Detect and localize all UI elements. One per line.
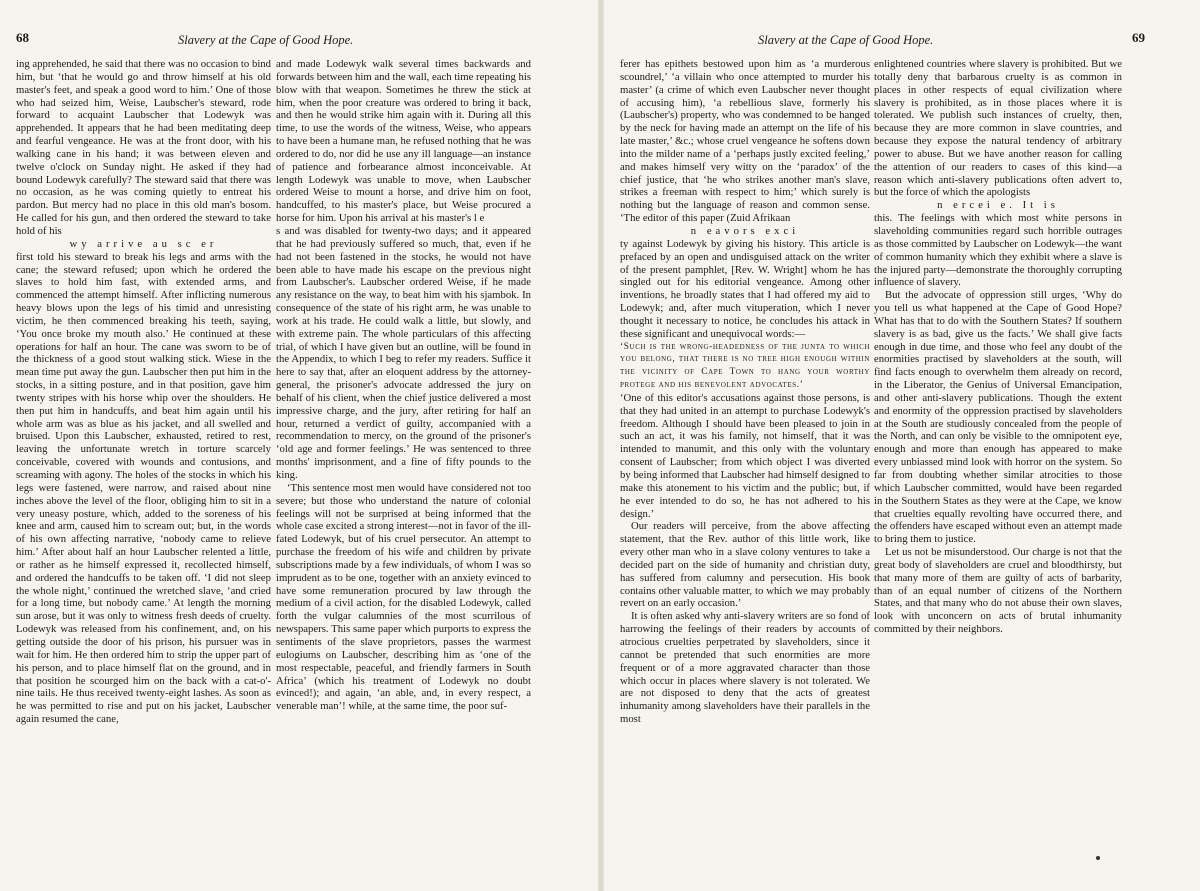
text-column-2 xyxy=(874,58,1122,636)
ink-speck xyxy=(1096,856,1100,860)
quoted-passage: ‘Such is the wrong-headedness of the junta to which you belong, that there is no tree high enough within the vicinity of Cape Town to hang your worthy protege and his benevolent advocates.’ xyxy=(620,341,870,391)
page-number: 68 xyxy=(16,30,29,45)
paragraph: first told his steward to break his legs and arms with the cane; the steward refused; upon which he ordered the slaves to hold him fast, with extended arms, and commenced the attempt himself. After inflicting numerous heavy blows upon the legs of his timid and unresisting victim, he then commenced breaking his teeth, saying, ‘You once broke my mouth also.’ He continued at these operations for half an hour. The cane was sworn to be of the thickness of a good stout walking stick. Wiese in the mean time put away the gun. Laubscher then put him in the stocks, in a sitting posture, and in that position, gave him twenty stripes with his horse whip over the shoulders. He then put him in handcuffs, and beat him again until his whole arm was as blue as his jacket, and all swelled and bruised. Upon this Laubscher, exhausted, retired to rest, leaving the unfortunate wretch in torture scarcely conceivable, covered with wounds and contusions, and screaming with agony. The holes of the stocks in which his legs were fastened, were narrow, and raised about nine inches above the level of the floor, obliging him to sit in a very uneasy posture, which, added to the soreness of his knee and arm, caused him to scream out; but, in the words of his own affecting narrative, ‘nobody came to relieve him.’ After about half an hour Laubscher relented a little, or rather as he himself expressed it, recollected himself, and ordered the handcuffs to be taken off. ‘I did not sleep the whole night,’ continued the wretched slave, ‘and cried for a long time, but nobody came.’ At length the morning sun arose, but it was only to witness fresh deeds of cruelty. Lodewyk was released from his confinement, and, on his getting outside the door of his prison, his pursuer was in wait for him. He then ordered him to strip the upper part of his person, and to place himself flat on the ground, and in that position he scourged him on the back with a cat-o'-nine tails. He thus received twenty-eight lashes. As soon as he was permitted to rise and put on his jacket, Laubscher again resumed the cane, xyxy=(16,250,271,726)
paragraph: enlightened countries where slavery is prohibited. But we totally deny that barbarous cruelty is as common in places in other respects of equal civilization where slavery is prohibited, as in those places where it is tolerated. We publish such instances of cruelty, then, because they are more common in slave countries, and because they expose the natural tendency of arbitrary power to abuse. But we have another reason for calling the attention of our readers to cases of this kind—a reason which anti-slavery publications often advert to, but the force of which the apologists xyxy=(874,58,1122,199)
paragraph: ‘This sentence most men would have considered not too severe; but those who understand the nature of colonial feelings will not be surprised at being informed that the whole case excited a strong interest—not in favor of the ill-fated Lodewyk, but of his cruel persecutor. An attempt to purchase the freedom of his wife and children by private subscriptions made by a few individuals, of whom I was so imprudent as to be one, together with an anxiety evinced to have some remuneration procured by law through the medium of a civil action, for the disabled Lodewyk, called forth the vulgar calumnies of the most scurrilous of newspapers. This same paper which purports to express the sentiments of the slave proprietors, passes the warmest eulogiums on Laubscher, describing him as ‘one of the most respectable, peaceful, and friendly farmers in South Africa’ (which his treatment of Lodewyk no doubt evinced!); and again, ‘an able, and, in every respect, a venerable man’! while, at the same time, the poor suf- xyxy=(276,481,531,713)
paragraph: and made Lodewyk walk several times backwards and forwards between him and the wall, each time repeating his blow with that weapon. Sometimes he threw the stick at him, when the poor creature was ordered to bring it back, and then he would strike him again with it. During all this time, to use the words of the witness, Weise, who appears to have been a humane man, he refused nothing that he was ordered to do, nor did he use any ill language—an instance of patience and forbearance almost inconceivable. At length Lodewyk was unable to move, when Laubscher ordered Weise to mount a horse, and drive him on foot, handcuffed, to his master's place, but Weise procured a horse for him. Upon his arrival at his master's l e xyxy=(276,58,531,225)
text-column-2 xyxy=(276,58,531,713)
paragraph: But the advocate of oppression still urges, ‘Why do you tell us what happened at the Cape of Good Hope? What has that to do with the Southern States? If southern slavery is as bad, give us the facts.’ We shall give facts enough in due time, and those who feel any doubt of the enormities practised by slaveholders at the south, will find facts enough to overwhelm them already on record, in the Liberator, the Genius of Universal Emancipation, and other anti-slavery publications. Though the extent and enormity of the oppression practised by slaveholders at the South are studiously concealed from the people of the North, and can only be visible to the omnipotent eye, enough and more than enough has appeared to make every unbiassed mind look with horror on the system. So far from doubting whether similar atrocities to those which Laubscher committed, would have been regarded in the Southern States as they were at the Cape, we know that cruelties equally revolting have occurred there, and the offenders have escaped without even an attempt made to bring them to justice. xyxy=(874,289,1122,546)
illegible-line: n eavors exci xyxy=(690,224,800,237)
paragraph: ing apprehended, he said that there was no occasion to bind him, but ‘that he would go and throw himself at his old master's feet, and speak a good word to him.’ One of those who had seized him, Weise, Laubscher's steward, rode forward to acquaint Laubscher that Lodewyk was apprehended. It appears that he had been meditating deep and fearful vengeance. He was at the front door, with his walking cane in his hand; it was between eleven and twelve o'clock on Sunday night. He asked if they had bound Lodewyk carefully? The steward said that there was no occasion, as he was coming quietly to entreat his pardon. But mercy had no place in this old man's bosom. He called for his gun, and then ordered the steward to take hold of his xyxy=(16,58,271,237)
text-column-1 xyxy=(620,58,870,726)
page-number: 69 xyxy=(1132,30,1145,45)
paragraph: this. The feelings with which most white persons in slaveholding communities regard such horrible outrages as those committed by Laubscher on Lodewyk—the want of common humanity which they exhibit where a slave is the injured party—demonstrate the thoroughly corrupting influence of slavery. xyxy=(874,212,1122,289)
paragraph: It is often asked why anti-slavery writers are so fond of harrowing the feelings of their readers by accounts of atrocious cruelties perpetrated by slaveholders, since it cannot be pretended that such enormities are more frequent or of a more aggravated character than those which occur in places where slavery is not tolerated. We are not disposed to deny that the acts of greatest inhumanity among slaveholders have their parallels in the most xyxy=(620,610,870,726)
illegible-line: wy arrive au sc er xyxy=(69,237,218,250)
paragraph: ty against Lodewyk by giving his history. This article is prefaced by an open and undisguised attack on the writer of the present pamphlet, [Rev. W. Wright] whom he has singled out for his editorial vengeance. Among other inventions, he broadly states that I had offered my aid to Lodewyk; and, after much vituperation, which I never thought it necessary to notice, he concludes his attack in these significant and unequivocal words:— xyxy=(620,237,870,340)
paragraph: s and was disabled for twenty-two days; and it appeared that he had previously suffered so much, that, even if he had not been fastened in the stocks, he would not have been able to have made his escape on the previous night from Laubscher's. Laubscher ordered Weise, if he made any resistance on the way, to beat him with his sjambok. In consequence of the state of his right arm, he was unable to work at his trade. He could walk a little, but slowly, and with extreme pain. The whole particulars of this affecting trial, of which I have given but an outline, will be found in the Appendix, to which I beg to refer my readers. Suffice it here to say that, after an eloquent address by the attorney-general, the prisoner's advocate addressed the jury on behalf of his client, when the chief justice delivered a most impressive charge, and the jury, after retiring for half an hour, returned a verdict of guilty, accompanied with a recommendation to mercy, on the ground of the prisoner's ‘old age and former feelings.’ He was sentenced to three months' imprisonment, and a fine of fifty pounds to the king. xyxy=(276,224,531,481)
paragraph: Let us not be misunderstood. Our charge is not that the great body of slaveholders are cruel and bloodthirsty, but that many more of them are guilty of acts of barbarity, than of an equal number of citizens of the Northern States, and that many who do not abuse their own slaves, look with unconcern on acts of brutal inhumanity committed by their neighbors. xyxy=(874,546,1122,636)
left-page xyxy=(0,0,598,891)
running-head: Slavery at the Cape of Good Hope. xyxy=(178,33,354,47)
paragraph: ‘One of this editor's accusations against those persons, is that they had united in an attempt to purchase Lodewyk's freedom. Although I should have been pleased to join in such an act, it was his family, not himself, that it was intended to manumit, and this only with the voluntary consent of Laubscher; from which object I was diverted by being informed that Laubscher had himself designed to make this atonement to his victim and the public; but, if he ever intended to do so, he has not adhered to his design.’ xyxy=(620,391,870,520)
illegible-line: n ercei e. It is xyxy=(937,199,1059,212)
running-head: Slavery at the Cape of Good Hope. xyxy=(758,33,934,47)
paragraph: Our readers will perceive, from the above affecting statement, that the Rev. author of this little work, like every other man who in a slave colony ventures to take a decided part on the side of humanity and christian duty, has suffered from calumny and persecution. His book contains other valuable matter, to which we may probably revert on an early occasion.’ xyxy=(620,520,870,610)
text-column-1 xyxy=(16,58,271,726)
right-page xyxy=(604,0,1200,891)
paragraph: ferer has epithets bestowed upon him as ‘a murderous scoundrel,’ ‘a villain who once attempted to murder his master’ (a crime of which even Laubscher never thought of accusing him), ‘a rebellious slave, formerly his (Laubscher's) property, who was condemned to be hanged by the neck for having made an attempt on the life of his late master,’ &c.; whose cruel vengeance he softens down into the milder name of a ‘perhaps justly excited feeling,’ and makes himself very witty on the ‘paradox’ of the chief justice, that ‘he who strikes another man's slave, strikes a freeman with respect to him;’ which surely is nothing but the language of reason and common sense. ‘The editor of this paper (Zuid Afrikaan xyxy=(620,58,870,225)
